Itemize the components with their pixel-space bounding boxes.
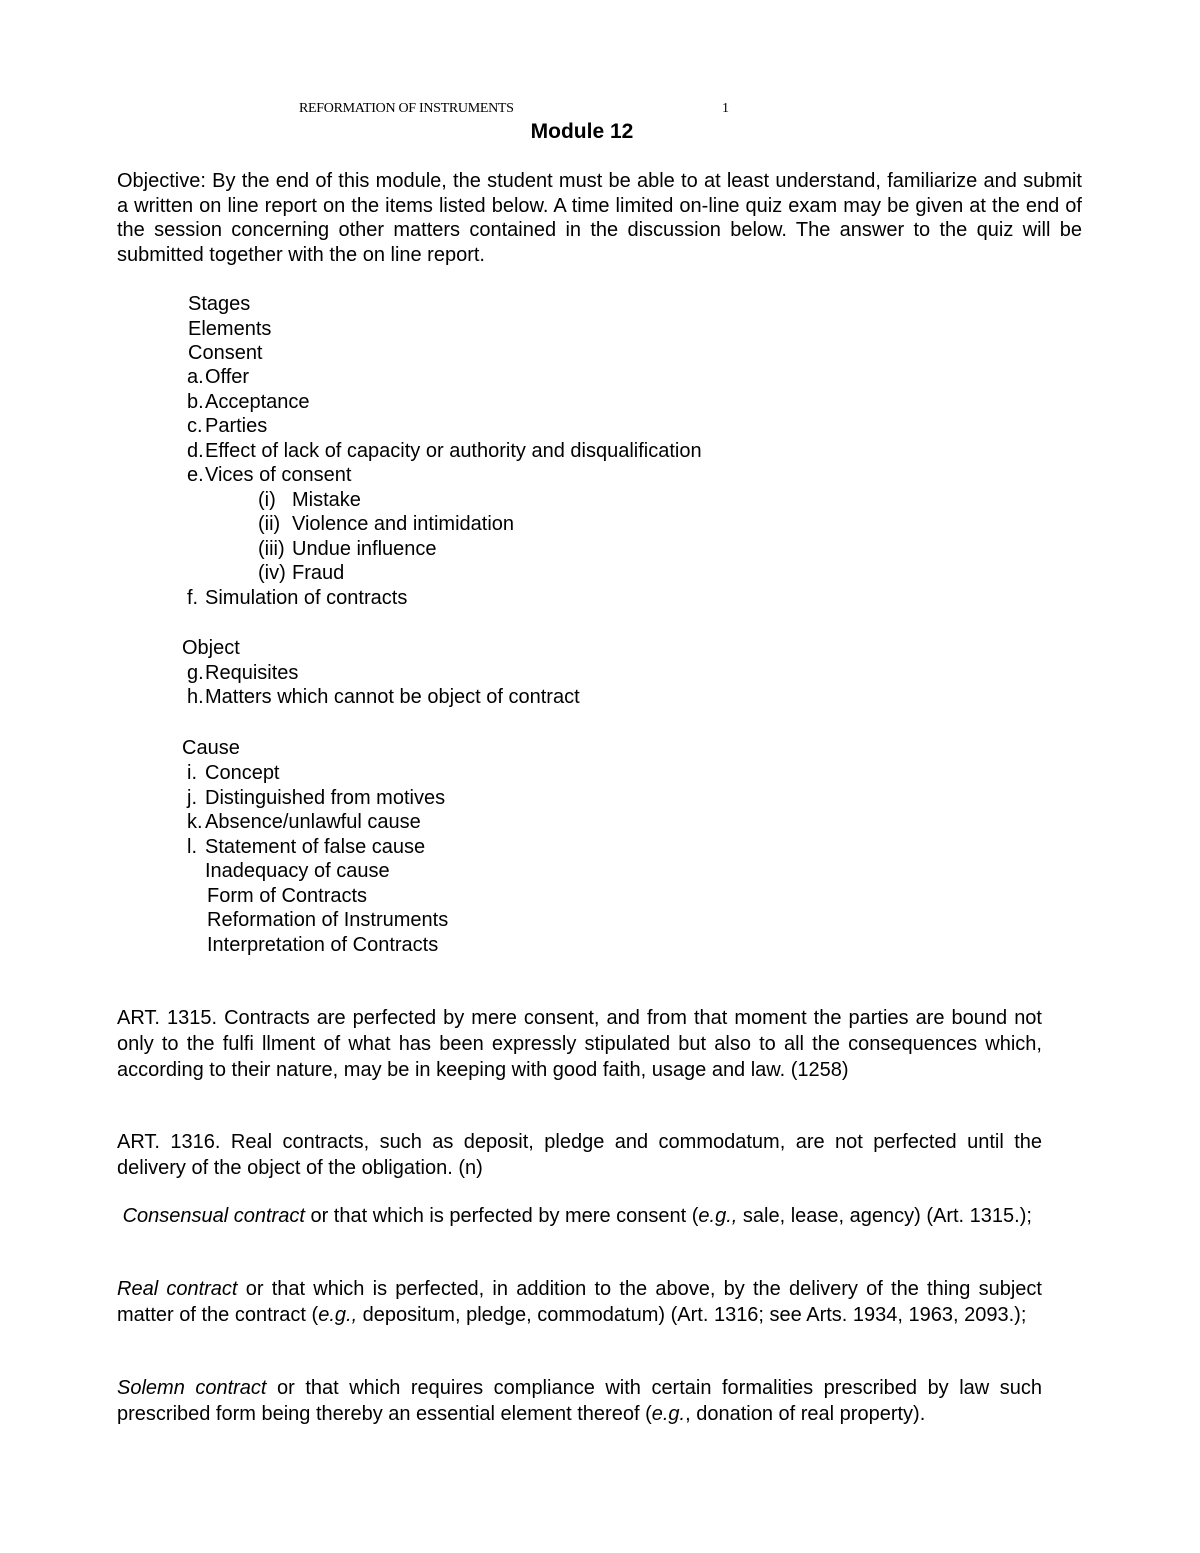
outline-heading-object: Object [182,637,240,659]
outline-item-text: Acceptance [205,391,310,413]
outline-item-marker: g. [187,662,204,684]
article-1316: ART. 1316. Real contracts, such as deposit, pledge and commodatum, are not perfected until the delivery of the object of the obligation. (n) [117,1131,1042,1179]
outline-item [187,761,280,785]
outline-item [187,414,267,438]
outline-item-text: Statement of false cause [205,836,426,858]
outline-item-marker: h. [187,686,204,708]
outline-item-marker: b. [187,391,204,413]
outline-subitem-marker: (i) [258,489,276,511]
outline-subitem [258,512,514,536]
outline-item-marker: a. [187,366,204,388]
outline-item-text: Reformation of Instruments [207,909,449,931]
outline-subitem-text: Mistake [292,489,361,511]
outline-item-marker: l. [187,836,197,858]
definition-text: depositum, pledge, commodatum) (Art. 1316; see Arts. 1934, 1963, 2093.); [357,1304,1027,1326]
outline-item [187,390,310,414]
example-abbrev: e.g., [698,1205,738,1227]
outline-item-text: Distinguished from motives [205,787,446,809]
outline-item [187,365,249,389]
definition-text: or that which is perfected by mere consent ( [304,1205,699,1227]
page-number: 1 [722,101,729,116]
outline-item-text: Parties [205,415,268,437]
defined-term: Solemn contract [117,1377,267,1399]
outline-subitem-marker: (iv) [258,562,286,584]
module-title: Module 12 [530,120,634,143]
outline-item-marker: e. [187,464,204,486]
definition-text: sale, lease, agency) (Art. 1315.); [737,1205,1032,1227]
objective-paragraph: Objective: By the end of this module, the student must be able to at least understand, familiarize and submit a written on line report on the items listed below. A time limited on-line quiz exam may be given at the end of the session concerning other matters contained in the discussion below. The answer to the quiz will be submitted together with the on line report. [117,170,1082,266]
outline-subitem-text: Fraud [292,562,345,584]
outline-subitem [258,537,437,561]
example-abbrev: e.g., [318,1304,358,1326]
definition-text: or that which requires compliance with certain formalities prescribed by law such prescribed form being thereby an essential element thereof ( [117,1377,1042,1425]
running-header-title: REFORMATION OF INSTRUMENTS [299,101,514,116]
example-abbrev: e.g. [651,1403,686,1425]
defined-term: Real contract [117,1278,238,1300]
outline-item [187,439,702,463]
outline-item-marker: i. [187,762,197,784]
outline-subitem-marker: (ii) [258,513,281,535]
definition-text: , donation of real property). [685,1403,926,1425]
outline-item [187,685,580,709]
outline-item-text: Offer [205,366,250,388]
outline-item-marker: k. [187,811,203,833]
outline-subitem [258,561,344,585]
outline-item-marker: f. [187,587,199,609]
defined-term: Consensual contract [122,1205,305,1227]
outline-item-text: Requisites [205,662,299,684]
definition-text: or that which is perfected, in addition to the above, by the delivery of the thing subject matter of the contract ( [117,1278,1042,1326]
outline-subitem-text: Violence and intimidation [292,513,515,535]
outline-item-text: Absence/unlawful cause [205,811,421,833]
outline-item-text: Vices of consent [205,464,352,486]
outline-item-text: Interpretation of Contracts [207,934,439,956]
outline-item [187,810,421,834]
outline-subitem-marker: (iii) [258,538,285,560]
outline-heading-stages: Stages [188,293,251,315]
outline-item [187,786,445,810]
article-1315: ART. 1315. Contracts are perfected by mere consent, and from that moment the parties are bound not only to the fulfi llment of what has been expressly stipulated but also to all the consequences which, according to their nature, may be in keeping with good faith, usage and law. (1258) [117,1007,1042,1081]
outline-subitem-text: Undue influence [292,538,437,560]
outline-item [187,661,298,685]
outline-item-marker: d. [187,440,204,462]
outline-subitem [258,488,361,512]
outline-heading-cause: Cause [182,737,240,759]
definition-consensual-contract [117,1203,1042,1229]
outline-item-text: Simulation of contracts [205,587,408,609]
outline-heading-consent: Consent [188,342,263,364]
definition-real-contract [117,1276,1042,1328]
outline-item-marker: j. [187,787,197,809]
outline-heading-elements: Elements [188,318,272,340]
outline-item [187,835,425,859]
outline-item-text: Inadequacy of cause [205,860,390,882]
outline-item [187,463,351,487]
definition-solemn-contract [117,1375,1042,1427]
outline-item-text: Form of Contracts [207,885,368,907]
outline-item-text: Effect of lack of capacity or authority and disqualification [205,440,702,462]
outline-item-text: Matters which cannot be object of contract [205,686,580,708]
outline-item-marker: c. [187,415,203,437]
outline-item-text: Concept [205,762,280,784]
outline-item [187,586,407,610]
